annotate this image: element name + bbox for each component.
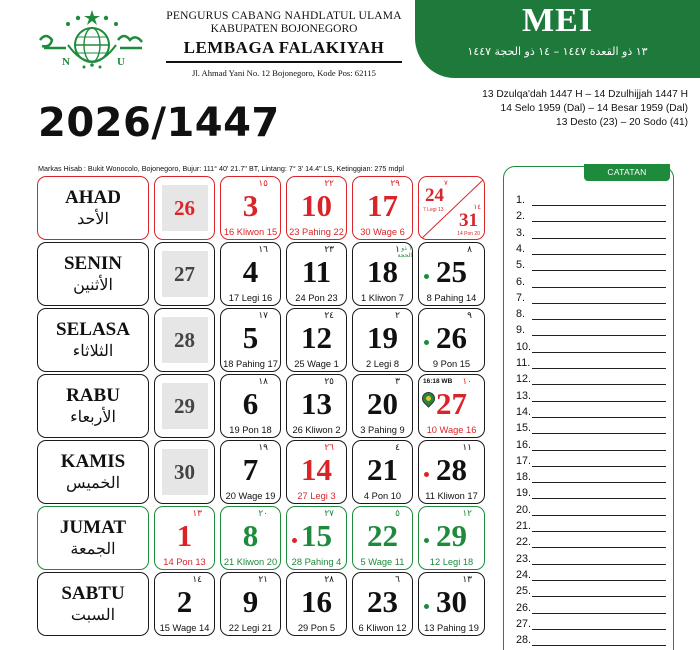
hijri-date: ١٢: [462, 509, 472, 519]
markas-hisab: Markas Hisab : Bukit Wonocolo, Bojonegoro, Bujur: 111° 40' 21.7" BT, Lintang: 7° 3' 14.4" LS, Ketinggian: 275 mdpl: [38, 164, 404, 173]
hijri-date: ١٣: [462, 575, 472, 585]
note-line-underline: [532, 489, 666, 499]
date-cell[interactable]: [286, 242, 347, 306]
organization-header: [160, 10, 408, 78]
date-number: 30: [436, 584, 467, 619]
logo-letter-u: U: [117, 56, 125, 68]
event-dot-icon: [292, 538, 297, 543]
date-cell[interactable]: [352, 176, 413, 240]
day-name-latin: RABU: [66, 384, 120, 406]
hijri-date: ١٥: [258, 179, 268, 189]
conversion-pranata-mangsa: 13 Desto (23) – 20 Sodo (41): [556, 117, 688, 128]
prev-month-number: 29: [162, 383, 208, 429]
prev-month-date[interactable]: [154, 374, 215, 438]
date-javanese-sub: 21 Kliwon 20: [223, 557, 278, 567]
date-cell[interactable]: [352, 374, 413, 438]
date-cell[interactable]: [352, 242, 413, 306]
note-line[interactable]: [516, 226, 666, 239]
date-cell[interactable]: [286, 572, 347, 636]
day-name-arabic: الأربعاء: [70, 406, 116, 426]
note-line-number: 3.: [516, 226, 526, 239]
date-cell[interactable]: [418, 572, 485, 636]
note-line[interactable]: [516, 470, 666, 483]
date-number: 4: [242, 254, 259, 289]
note-line-underline: [532, 392, 666, 402]
prev-month-number: 30: [162, 449, 208, 495]
note-line-underline: [532, 636, 666, 646]
date-cell[interactable]: [418, 440, 485, 504]
event-dot-icon: [424, 274, 429, 279]
date-cell[interactable]: [220, 572, 281, 636]
date-cell[interactable]: [220, 176, 281, 240]
event-dot-icon: [424, 538, 429, 543]
date-cell[interactable]: [154, 506, 215, 570]
date-cell[interactable]: [286, 440, 347, 504]
day-header-kamis: [37, 440, 149, 504]
note-line-underline: [532, 587, 666, 597]
note-line[interactable]: [516, 568, 666, 581]
date-cell[interactable]: [352, 506, 413, 570]
date-number: 1: [176, 518, 193, 553]
hijri-date: ٢٨: [324, 575, 334, 585]
note-line[interactable]: [516, 633, 666, 646]
note-line-underline: [532, 326, 666, 336]
date-cell[interactable]: [352, 440, 413, 504]
note-line-underline: [532, 538, 666, 548]
day-name-latin: SABTU: [61, 582, 125, 604]
date-number: 23: [367, 584, 398, 619]
day-name-latin: AHAD: [65, 186, 121, 208]
hijri-date: ٢٩: [390, 179, 400, 189]
date-javanese-sub: 25 Wage 1: [294, 359, 339, 369]
date-javanese-sub: 18 Pahing 17: [223, 359, 278, 369]
date-number: 16: [301, 584, 332, 619]
note-line-underline: [532, 571, 666, 581]
day-header-rabu: [37, 374, 149, 438]
hijri-date: ١٠: [462, 377, 472, 387]
note-line-number: 24.: [516, 568, 532, 581]
date-number: 3: [242, 188, 259, 223]
note-line[interactable]: [516, 535, 666, 548]
note-line[interactable]: [516, 584, 666, 597]
note-line-underline: [532, 359, 666, 369]
note-line-underline: [532, 522, 666, 532]
date-number: 21: [367, 452, 398, 487]
hijri-date: ١: [395, 245, 400, 255]
hijri-date: ٢: [395, 311, 400, 321]
note-line-number: 7.: [516, 291, 526, 304]
date-cell[interactable]: [418, 506, 485, 570]
note-line[interactable]: [516, 258, 666, 271]
hijri-date: ٦: [395, 575, 400, 585]
note-line[interactable]: [516, 421, 666, 434]
date-javanese-sub: 2 Legi 8: [365, 359, 400, 369]
date-number: 27: [436, 386, 467, 421]
prev-month-number: 27: [162, 251, 208, 297]
note-line[interactable]: [516, 275, 666, 288]
note-line-number: 21.: [516, 520, 532, 532]
note-line-underline: [532, 375, 666, 385]
date-cell[interactable]: [286, 506, 347, 570]
note-line-number: 9.: [516, 324, 526, 337]
note-line-underline: [532, 604, 666, 614]
day-header-sabtu: [37, 572, 149, 636]
note-line[interactable]: [516, 307, 666, 320]
date-number: 20: [367, 386, 398, 421]
note-line-number: 14.: [516, 405, 532, 418]
date-number: 7: [242, 452, 259, 487]
date-number: 26: [436, 320, 467, 355]
note-line[interactable]: [516, 405, 666, 418]
note-line-number: 8.: [516, 308, 526, 321]
date-number: 18: [367, 254, 398, 289]
note-line-underline: [532, 441, 666, 451]
note-line-number: 11.: [516, 357, 531, 369]
prev-month-number: 28: [162, 317, 208, 363]
day-header-selasa: [37, 308, 149, 372]
date-javanese-sub: 1 Kliwon 7: [361, 293, 404, 303]
hijri-date: ٢٤: [324, 311, 334, 321]
hijri-date-a: ٧: [444, 180, 448, 187]
note-line[interactable]: [516, 486, 666, 499]
note-line[interactable]: [516, 291, 666, 304]
day-name-arabic: السبت: [70, 604, 116, 624]
note-line-number: 23.: [516, 552, 532, 565]
date-number: 19: [367, 320, 398, 355]
date-javanese-sub: 26 Kliwon 2: [292, 425, 341, 435]
note-line[interactable]: [516, 438, 666, 451]
note-line-number: 6.: [516, 275, 526, 288]
note-line-underline: [532, 473, 666, 483]
date-number: 13: [301, 386, 332, 421]
hijri-date: ٥: [395, 509, 400, 519]
day-name-latin: SENIN: [63, 252, 123, 274]
date-number: 6: [242, 386, 259, 421]
date-cell[interactable]: [286, 176, 347, 240]
hijri-date: ٤: [395, 443, 400, 453]
date-javanese-sub: 22 Legi 21: [228, 623, 273, 633]
day-name-arabic: الخميس: [65, 472, 121, 492]
date-number-b: 31: [459, 210, 478, 231]
date-javanese-sub: 16 Kliwon 15: [223, 227, 278, 237]
month-hijri-range: ١٣ ذو القعدة ١٤٤٧ – ١٤ ذو الحجة ١٤٤٧: [467, 45, 648, 58]
date-javanese-sub: 10 Wage 16: [426, 425, 477, 435]
hijri-date: ١٤: [192, 575, 202, 585]
prev-month-date[interactable]: [154, 440, 215, 504]
date-cell[interactable]: [154, 572, 215, 636]
notes-panel: [503, 166, 674, 650]
org-line-1: PENGURUS CABANG NAHDLATUL ULAMA: [166, 10, 402, 22]
date-number: 22: [367, 518, 398, 553]
note-line[interactable]: [516, 552, 666, 565]
note-line-number: 25.: [516, 585, 532, 598]
day-name-arabic: الأحد: [77, 208, 109, 228]
day-name-latin: KAMIS: [60, 450, 126, 472]
date-number: 28: [436, 452, 467, 487]
date-number: 10: [301, 188, 332, 223]
hijri-date: ١٨: [258, 377, 268, 387]
note-line-number: 12.: [516, 373, 532, 386]
hijri-month-note: ١ ذو الحجة: [397, 245, 412, 259]
note-line-underline: [532, 506, 666, 516]
date-javanese-sub: 15 Wage 14: [159, 623, 210, 633]
nu-logo: [38, 8, 146, 74]
date-javanese-sub: 6 Kliwon 12: [358, 623, 407, 633]
date-number: 9: [242, 584, 259, 619]
header-rule: [166, 61, 402, 63]
date-cell[interactable]: [220, 440, 281, 504]
day-header-ahad: [37, 176, 149, 240]
date-number: 15: [301, 518, 332, 553]
note-line-number: 19.: [516, 487, 532, 500]
note-line[interactable]: [516, 519, 666, 532]
note-line-underline: [532, 457, 666, 467]
note-line[interactable]: [516, 340, 666, 353]
date-cell[interactable]: [418, 308, 485, 372]
date-cell[interactable]: [418, 374, 485, 438]
note-line-underline: [532, 229, 666, 239]
note-line-number: 22.: [516, 536, 532, 549]
prev-month-date[interactable]: [154, 242, 215, 306]
date-javanese-sub: 20 Wage 19: [225, 491, 276, 501]
date-cell[interactable]: [352, 308, 413, 372]
note-line-number: 20.: [516, 503, 532, 516]
note-line-underline: [532, 620, 666, 630]
date-number: 12: [301, 320, 332, 355]
hijri-date: ٢٧: [324, 509, 334, 519]
date-number: 8: [242, 518, 259, 553]
date-number: 29: [436, 518, 467, 553]
event-dot-icon: [424, 472, 429, 477]
note-line-number: 2.: [516, 210, 526, 223]
date-javanese-sub: 29 Pon 5: [297, 623, 336, 633]
prev-month-date[interactable]: [154, 176, 215, 240]
date-cell-split[interactable]: [418, 176, 485, 240]
note-line-number: 26.: [516, 601, 532, 614]
hijri-date: ٣: [395, 377, 400, 387]
org-line-2: KABUPATEN BOJONEGORO: [210, 23, 358, 35]
note-line-number: 10.: [516, 340, 532, 353]
note-line-number: 13.: [516, 389, 532, 402]
note-line-underline: [532, 408, 666, 418]
date-sub-a: 7 Legi 13: [423, 207, 444, 213]
note-line-number: 27.: [516, 617, 532, 630]
date-javanese-sub: 23 Pahing 22: [289, 227, 344, 237]
year-title: 2026/1447: [38, 100, 280, 146]
note-line[interactable]: [516, 503, 666, 516]
date-javanese-sub: 28 Pahing 4: [291, 557, 342, 567]
day-name-arabic: الأثنين: [73, 274, 113, 294]
hijri-date: ٢٠: [258, 509, 268, 519]
hijri-date-b: ١٤: [473, 204, 481, 211]
date-javanese-sub: 12 Legi 18: [429, 557, 474, 567]
date-cell[interactable]: [286, 308, 347, 372]
date-number: 14: [301, 452, 332, 487]
day-name-latin: JUMAT: [59, 516, 127, 538]
hijri-date: ٢٢: [324, 179, 334, 189]
date-cell[interactable]: [286, 374, 347, 438]
hijri-date: ١١: [462, 443, 472, 453]
note-line-number: 28.: [516, 634, 532, 647]
note-line-underline: [532, 278, 666, 288]
hijri-date: ١٣: [192, 509, 202, 519]
event-dot-icon: [424, 340, 429, 345]
date-javanese-sub: 27 Legi 3: [297, 491, 336, 501]
day-name-arabic: الثلاثاء: [72, 340, 114, 360]
note-line[interactable]: [516, 242, 666, 255]
note-line-underline: [532, 555, 666, 565]
date-number: 5: [242, 320, 259, 355]
hijri-date: ٨: [467, 245, 472, 255]
note-line-number: 17.: [516, 454, 532, 467]
note-line[interactable]: [516, 356, 666, 369]
note-line[interactable]: [516, 193, 666, 206]
note-line-number: 1.: [516, 194, 526, 206]
note-line-number: 18.: [516, 471, 532, 484]
date-javanese-sub: 13 Pahing 19: [424, 623, 479, 633]
hijri-date: ١٦: [258, 245, 268, 255]
hijri-date: ٢٥: [324, 377, 334, 387]
logo-letter-n: N: [62, 56, 70, 68]
note-line-number: 16.: [516, 438, 532, 451]
day-header-jumat: [37, 506, 149, 570]
eclipse-time-badge: 16:18 WB: [423, 378, 453, 385]
hijri-date: ٢١: [258, 575, 268, 585]
date-number: 2: [176, 584, 193, 619]
notes-title: CATATAN: [584, 164, 670, 181]
hijri-date: ١٧: [258, 311, 268, 321]
date-cell[interactable]: [220, 374, 281, 438]
note-line[interactable]: [516, 454, 666, 467]
date-javanese-sub: 19 Pon 18: [229, 425, 272, 435]
month-banner: [415, 0, 700, 78]
note-line[interactable]: [516, 389, 666, 402]
date-javanese-sub: 11 Kliwon 17: [425, 491, 478, 501]
event-dot-icon: [424, 604, 429, 609]
hijri-date: ٢٣: [324, 245, 334, 255]
calendar-conversions: [482, 88, 688, 130]
note-line[interactable]: [516, 601, 666, 614]
date-cell[interactable]: [220, 308, 281, 372]
month-name: MEI: [522, 2, 593, 39]
note-line[interactable]: [516, 323, 666, 336]
note-line-underline: [532, 212, 666, 222]
date-javanese-sub: 9 Pon 15: [432, 359, 471, 369]
note-line-underline: [532, 294, 666, 304]
prev-month-date[interactable]: [154, 308, 215, 372]
date-number: 17: [367, 188, 398, 223]
org-address: Jl. Ahmad Yani No. 12 Bojonegoro, Kode Pos: 62115: [192, 68, 376, 78]
globe-star-icon: [38, 8, 146, 74]
note-line-underline: [532, 310, 666, 320]
date-javanese-sub: 14 Pon 13: [163, 557, 206, 567]
date-javanese-sub: 4 Pon 10: [363, 491, 402, 501]
date-cell[interactable]: [352, 572, 413, 636]
date-javanese-sub: 17 Legi 16: [228, 293, 273, 303]
date-javanese-sub: 3 Pahing 9: [360, 425, 405, 435]
note-line-number: 4.: [516, 242, 526, 255]
conversion-javanese: 14 Selo 1959 (Dal) – 14 Besar 1959 (Dal): [500, 103, 688, 114]
date-javanese-sub: 8 Pahing 14: [426, 293, 477, 303]
org-name: LEMBAGA FALAKIYAH: [183, 38, 385, 57]
note-line-underline: [532, 245, 666, 255]
date-number-a: 24: [425, 185, 444, 206]
date-cell[interactable]: [220, 506, 281, 570]
note-line-number: 15.: [516, 422, 532, 435]
date-cell[interactable]: [418, 242, 485, 306]
date-number: 25: [436, 254, 467, 289]
day-header-senin: [37, 242, 149, 306]
note-line[interactable]: [516, 372, 666, 385]
hijri-date: ١٩: [258, 443, 268, 453]
date-javanese-sub: 5 Wage 11: [360, 557, 405, 567]
note-line-underline: [532, 261, 666, 271]
hijri-date: ٩: [467, 311, 472, 321]
note-line-underline: [532, 424, 666, 434]
date-sub-b: 14 Pon 20: [457, 231, 480, 237]
day-name-latin: SELASA: [56, 318, 130, 340]
note-line[interactable]: [516, 209, 666, 222]
date-javanese-sub: 30 Wage 6: [360, 227, 405, 237]
day-name-arabic: الجمعة: [70, 538, 116, 558]
prev-month-number: 26: [162, 185, 208, 231]
note-line[interactable]: [516, 617, 666, 630]
date-number: 11: [301, 254, 332, 289]
note-line-number: 5.: [516, 259, 526, 272]
conversion-hijri: 13 Dzulqa'dah 1447 H – 14 Dzulhijjah 1447 H: [482, 89, 688, 100]
hijri-date: ٢٦: [324, 443, 334, 453]
date-cell[interactable]: [220, 242, 281, 306]
note-line-underline: [532, 343, 666, 353]
date-javanese-sub: 24 Pon 23: [295, 293, 338, 303]
note-line-underline: [532, 196, 666, 206]
